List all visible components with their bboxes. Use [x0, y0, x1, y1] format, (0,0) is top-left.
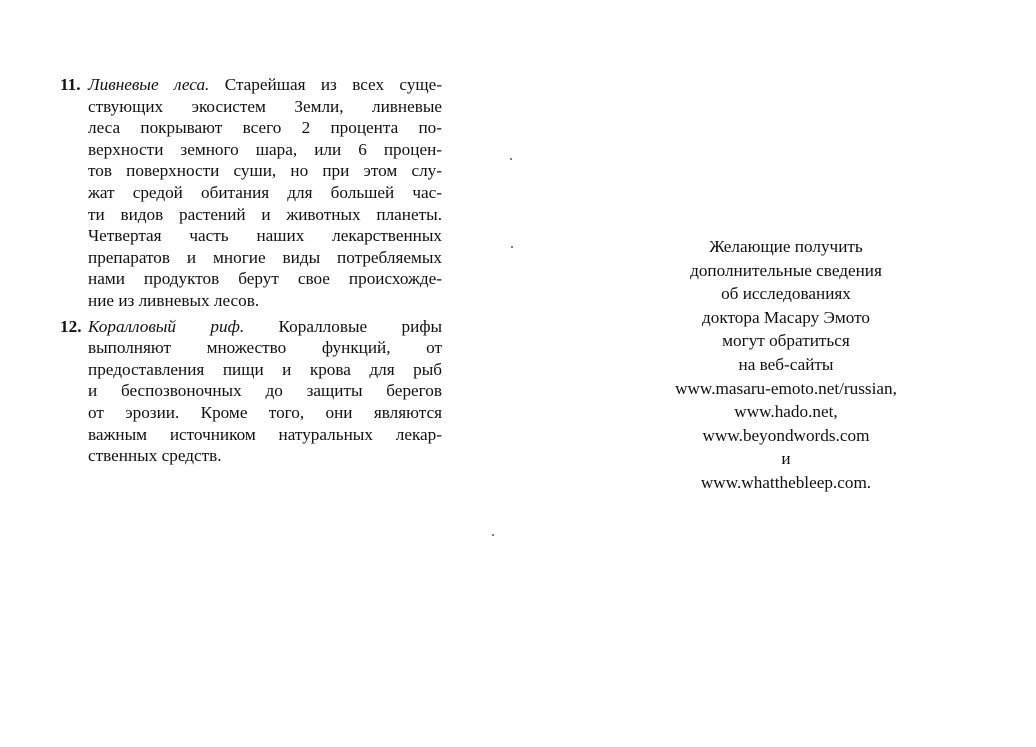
- item-first-line: [88, 74, 442, 96]
- item-term: Ливневые леса.: [88, 75, 210, 94]
- item-line: препаратов и многие виды потребляемых: [88, 247, 442, 267]
- info-line: могут обратиться: [722, 331, 850, 351]
- list-item-rainforests: [60, 74, 442, 312]
- left-page: [60, 74, 442, 467]
- item-line: ти видов растений и животных планеты.: [88, 204, 442, 224]
- item-number: 11.: [60, 75, 81, 94]
- list-item-coral-reef: [60, 316, 442, 467]
- item-line: и беспозвоночных до защиты берегов: [88, 381, 442, 401]
- item-line: верхности земного шара, или 6 процен-: [88, 139, 442, 159]
- item-line: Коралловые рифы: [278, 316, 443, 336]
- item-line: Старейшая из всех суще-: [224, 75, 443, 94]
- right-page-info-block: [610, 235, 962, 495]
- info-line: Желающие получить: [709, 237, 863, 256]
- item-line: нами продуктов берут свое происхожде-: [88, 269, 442, 289]
- website-link: www.hado.net,: [734, 402, 838, 422]
- item-line: жат средой обитания для большей час-: [88, 182, 442, 202]
- info-line: дополнительные сведения: [690, 260, 882, 280]
- website-link: www.masaru-emoto.net/russian,: [675, 378, 897, 398]
- info-line: на веб-сайты: [738, 354, 834, 374]
- item-line: ние из ливневых лесов.: [88, 290, 260, 310]
- item-line: выполняют множество функций, от: [88, 338, 442, 358]
- item-first-line: [88, 316, 442, 338]
- item-line: ствующих экосистем Земли, ливневые: [88, 96, 442, 116]
- scan-speck: [492, 534, 494, 536]
- info-line: об исследованиях: [721, 284, 851, 304]
- scan-speck: [511, 246, 513, 248]
- item-line: предоставления пищи и крова для рыб: [88, 359, 442, 379]
- scan-speck: [510, 158, 512, 160]
- item-line: важным источником натуральных лекар-: [88, 424, 442, 444]
- item-line: Четвертая часть наших лекарственных: [88, 226, 442, 246]
- website-link: www.whatthebleep.com.: [700, 472, 872, 492]
- info-line: доктора Масару Эмото: [702, 307, 870, 327]
- item-number: 12.: [60, 316, 82, 336]
- website-link: www.beyondwords.com: [702, 425, 870, 445]
- item-term: Коралловый риф.: [88, 316, 245, 336]
- item-line: ственных средств.: [88, 446, 222, 466]
- info-line: и: [781, 449, 791, 469]
- item-line: леса покрывают всего 2 процента по-: [88, 118, 442, 138]
- item-line: от эрозии. Кроме того, они являются: [88, 402, 442, 422]
- item-line: тов поверхности суши, но при этом слу-: [88, 161, 442, 181]
